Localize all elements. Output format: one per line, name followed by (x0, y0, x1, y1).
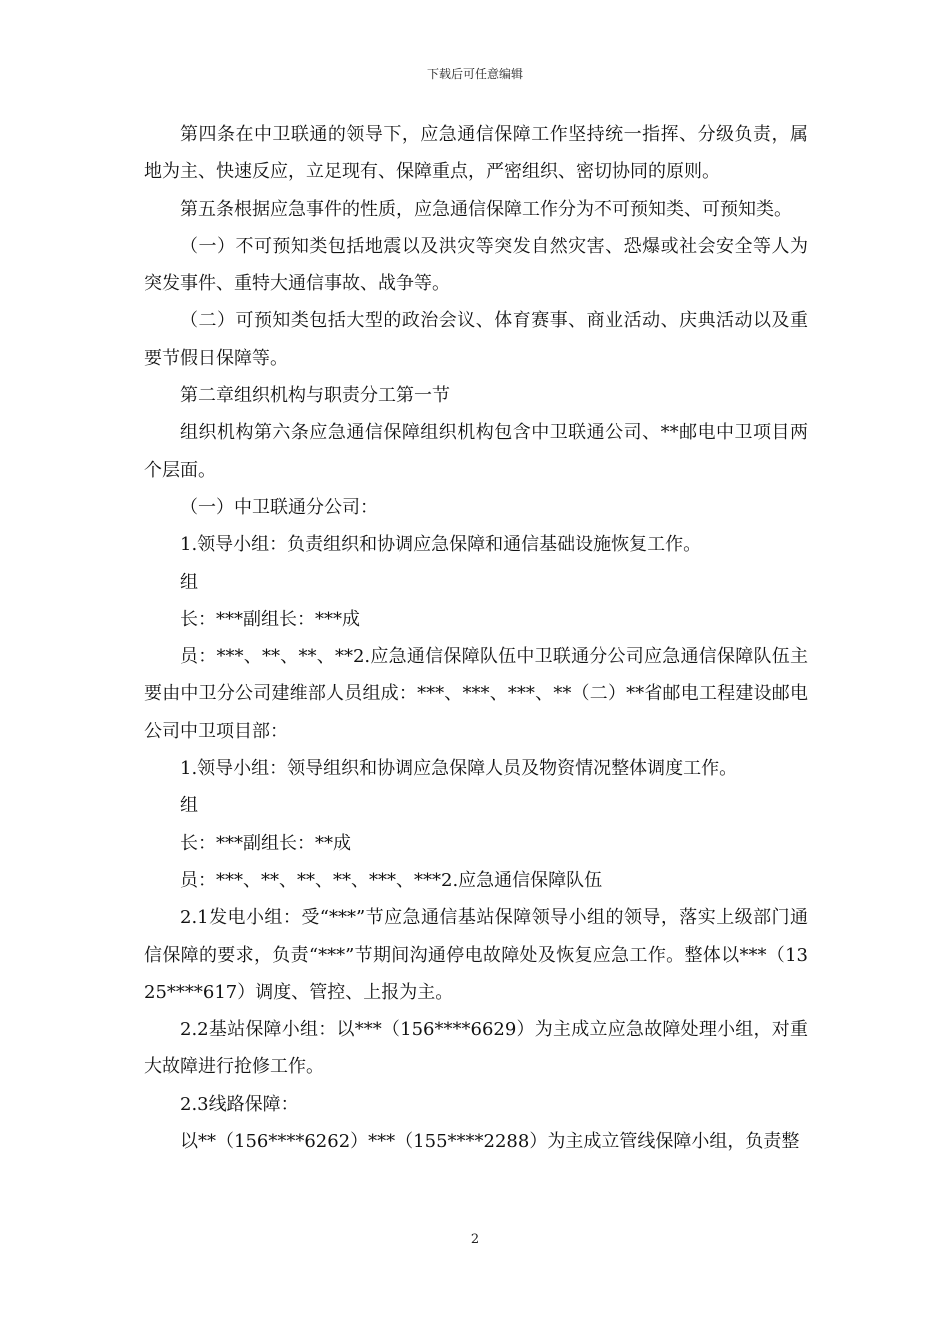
paragraph-fragment-zu-2: 组 (180, 795, 198, 817)
page-header: 下载后可任意编辑 (426, 67, 523, 81)
paragraph-branch-heading: （一）中卫联通分公司： (180, 496, 378, 518)
paragraph-line-support-body: 以**（156****6262）***（155****2288）为主成立管线保障小组，负责整 (180, 1131, 800, 1153)
paragraph-leadership-group-2: 1.领导小组：领导组织和协调应急保障人员及物资情况整体调度工作。 (180, 758, 738, 780)
paragraph-leader-line-2: 长：***副组长：**成 (180, 832, 351, 854)
paragraph-predictable: （二）可预知类包括大型的政治会议、体育赛事、商业活动、庆典活动以及重要节假日保障等。 (144, 310, 808, 369)
page-number: 2 (470, 1232, 480, 1247)
paragraph-fragment-zu-1: 组 (180, 571, 198, 593)
document-body (144, 116, 808, 1160)
paragraph-base-station-group: 2.2基站保障小组：以***（156****6629）为主成立应急故障处理小组，对重大故障进行抢修工作。 (144, 1019, 808, 1078)
paragraph-article-5: 第五条根据应急事件的性质，应急通信保障工作分为不可预知类、可预知类。 (180, 198, 792, 220)
paragraph-article-6: 组织机构第六条应急通信保障组织机构包含中卫联通公司、**邮电中卫项目两个层面。 (144, 422, 808, 481)
paragraph-power-group: 2.1发电小组：受“***”节应急通信基站保障领导小组的领导，落实上级部门通信保障的要求，负责“***”节期间沟通停电故障处及恢复应急工作。整体以***（1325****617）调度、管控、上报为主。 (144, 907, 808, 1003)
paragraph-members-team-2: 员：***、**、**、**、***、***2.应急通信保障队伍 (180, 869, 603, 891)
paragraph-article-4: 第四条在中卫联通的领导下，应急通信保障工作坚持统一指挥、分级负责，属地为主、快速反应，立足现有、保障重点，严密组织、密切协同的原则。 (144, 124, 808, 183)
paragraph-unpredictable: （一）不可预知类包括地震以及洪灾等突发自然灾害、恐爆或社会安全等人为突发事件、重特大通信事故、战争等。 (144, 235, 808, 295)
paragraph-leadership-group-1: 1.领导小组：负责组织和协调应急保障和通信基础设施恢复工作。 (180, 534, 702, 556)
chapter-heading: 第二章组织机构与职责分工第一节 (180, 385, 450, 407)
paragraph-members-team-1: 员：***、**、**、**2.应急通信保障队伍中卫联通分公司应急通信保障队伍主要由中卫分公司建维部人员组成：***、***、***、**（二）**省邮电工程建设邮电公司中卫项目部： (144, 646, 808, 742)
paragraph-leader-line-1: 长：***副组长：***成 (180, 608, 360, 630)
paragraph-line-support-heading: 2.3线路保障： (180, 1093, 299, 1115)
